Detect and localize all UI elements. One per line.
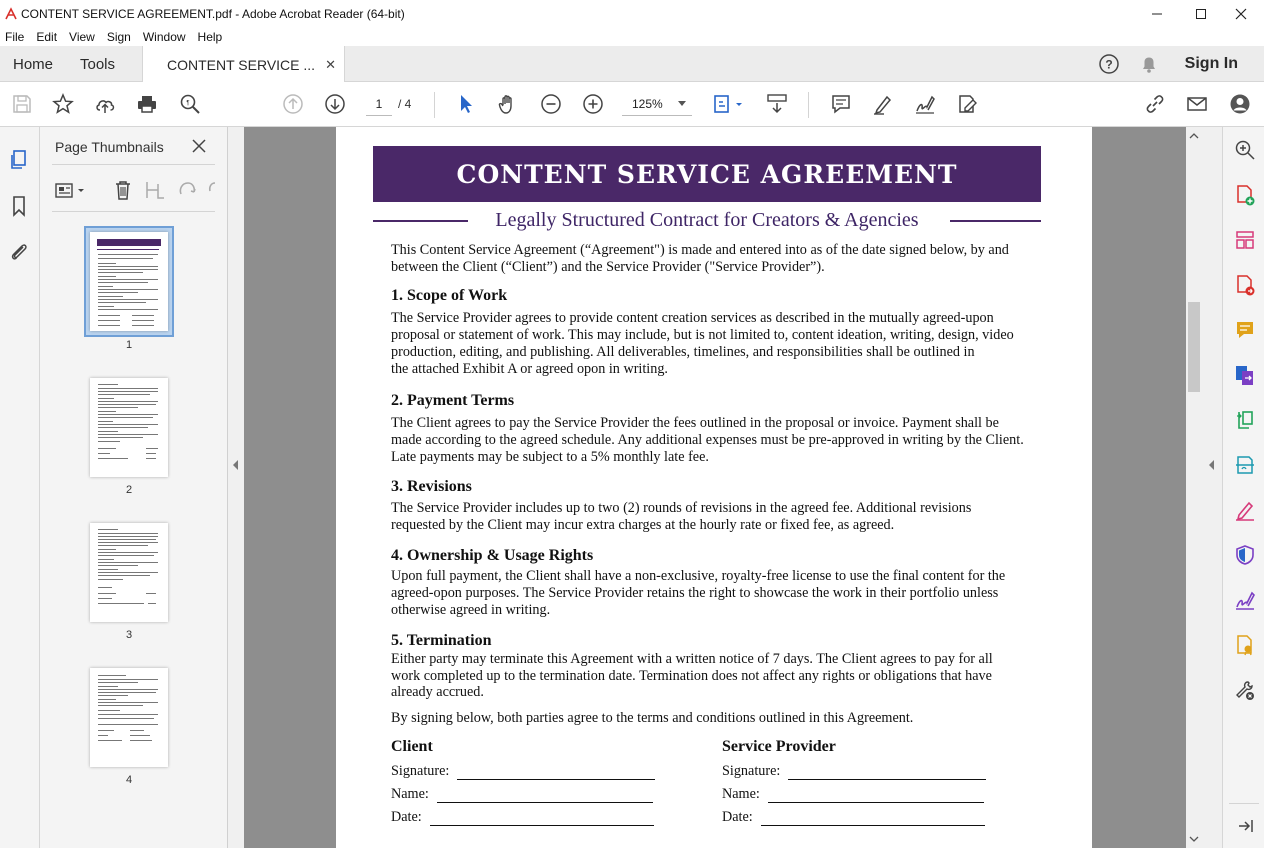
section-2-line-3: Late payments may be subject to a 5% monthly late fee.	[391, 449, 709, 465]
account-button[interactable]	[1228, 92, 1252, 116]
section-3-body	[391, 500, 1041, 534]
page-total: / 4	[398, 97, 412, 111]
subtitle-rule-right	[950, 220, 1041, 222]
client-heading: Client	[391, 738, 433, 755]
intro-line-2: between the Client (“Client”) and the Service Provider ("Service Provider”).	[391, 259, 825, 275]
combine-files-icon	[1234, 364, 1256, 386]
menu-window[interactable]: Window	[142, 30, 186, 44]
zoom-out-button[interactable]	[539, 92, 563, 116]
provider-date-label: Date:	[722, 809, 753, 825]
comment-button[interactable]	[829, 92, 853, 116]
collapse-tools-button[interactable]	[1234, 815, 1256, 837]
minimize-icon	[1151, 8, 1163, 20]
document-title: CONTENT SERVICE AGREEMENT	[456, 159, 958, 189]
cursor-arrow-icon	[455, 93, 477, 115]
intro-paragraph	[391, 242, 1041, 276]
panel-title: Page Thumbnails	[55, 139, 164, 155]
provider-name-label: Name:	[722, 786, 760, 802]
rotate-ccw-icon[interactable]	[176, 179, 198, 201]
zoom-tool-button[interactable]	[1234, 139, 1256, 161]
select-tool-button[interactable]	[454, 92, 478, 116]
hand-icon	[497, 93, 519, 115]
insert-page-icon[interactable]	[144, 179, 166, 201]
closing-statement: By signing below, both parties agree to the terms and conditions outlined in this Agreement.	[391, 710, 914, 726]
acrobat-logo-icon	[4, 7, 18, 21]
page-fit-button[interactable]	[712, 92, 746, 116]
tools-divider	[1229, 803, 1259, 804]
provider-signature-line	[788, 779, 986, 780]
menu-file[interactable]: File	[5, 30, 25, 44]
left-navigation-rail	[0, 127, 40, 848]
protect-button[interactable]	[1234, 544, 1256, 566]
user-avatar-icon	[1229, 93, 1251, 115]
printer-icon	[136, 93, 158, 115]
client-name-line	[437, 802, 653, 803]
section-1-body	[391, 310, 1041, 378]
menu-help[interactable]: Help	[197, 30, 223, 44]
thumbnail-page-number: 2	[125, 484, 133, 496]
section-4-line-3: otherwise agreed in writing.	[391, 602, 551, 618]
provider-name-row	[722, 786, 984, 803]
tab-bar	[0, 46, 1264, 82]
next-page-button[interactable]	[323, 92, 347, 116]
request-signature-icon	[1234, 589, 1256, 611]
envelope-icon	[1186, 93, 1208, 115]
plus-circle-icon	[582, 93, 604, 115]
certificate-icon	[1234, 634, 1256, 656]
find-text-button[interactable]	[178, 92, 202, 116]
zoom-in-button[interactable]	[581, 92, 605, 116]
right-tools-pane	[1222, 127, 1264, 848]
section-4-line-2: agreed-opon purposes. The Service Provider retains the right to showcase the work in their portfolio unless	[391, 585, 999, 601]
zoom-level-select[interactable]	[622, 92, 692, 116]
right-panel-splitter[interactable]	[1202, 127, 1222, 848]
document-subtitle-row	[373, 207, 1041, 233]
document-subtitle: Legally Structured Contract for Creators & Agencies	[495, 209, 919, 231]
provider-date-row	[722, 809, 985, 826]
section-3-heading: 3. Revisions	[391, 478, 472, 495]
provider-name-line	[768, 802, 984, 803]
scan-ocr-button[interactable]	[1234, 454, 1256, 476]
section-2-heading: 2. Payment Terms	[391, 392, 515, 409]
fill-and-sign-button[interactable]	[1234, 499, 1256, 521]
certificates-button[interactable]	[1234, 634, 1256, 656]
help-icon	[1098, 53, 1120, 75]
section-5-line-1: Either party may terminate this Agreement with a written notice of 7 days. The Client agrees to pay for all	[391, 651, 993, 667]
request-signature-button[interactable]	[1234, 589, 1256, 611]
document-title-banner	[373, 146, 1041, 202]
section-4-heading: 4. Ownership & Usage Rights	[391, 547, 594, 564]
notifications-button[interactable]	[1138, 46, 1160, 82]
share-link-button[interactable]	[1143, 92, 1167, 116]
section-3-line-2: requested by the Client may incur extra charges at the hourly rate or fixed fee, as agreed.	[391, 517, 895, 533]
section-3-line-1: The Service Provider includes up to two (2) rounds of revisions in the agreed fee. Additional revisions	[391, 500, 972, 516]
help-button[interactable]	[1098, 46, 1120, 82]
document-edit-icon	[956, 93, 978, 115]
link-icon	[1144, 93, 1166, 115]
client-name-row	[391, 786, 653, 803]
arrow-up-circle-icon	[282, 93, 304, 115]
bookmark-star-button[interactable]	[51, 92, 75, 116]
scrollbar-thumb[interactable]	[1188, 302, 1200, 392]
zoom-search-icon	[179, 93, 201, 115]
fit-page-icon	[712, 93, 746, 115]
section-1-line-2: proposal or statement of work. This may include, but is not limited to, content ideation, writing, design, video	[391, 327, 1014, 343]
menu-view[interactable]: View	[69, 30, 95, 44]
tab-document-label: CONTENT SERVICE ...	[167, 56, 316, 73]
panel-splitter[interactable]	[228, 127, 244, 848]
panel-divider	[52, 211, 215, 212]
comment-bubble-icon	[1234, 319, 1256, 341]
provider-date-line	[761, 825, 985, 826]
combine-files-button[interactable]	[1234, 364, 1256, 386]
client-date-row	[391, 809, 654, 826]
document-viewer[interactable]	[244, 127, 1186, 848]
arrow-down-circle-icon	[324, 93, 346, 115]
provider-signature-row	[722, 763, 986, 780]
client-signature-row	[391, 763, 655, 780]
thumbnail-page-number: 3	[125, 629, 133, 641]
page-thumbnails-panel	[40, 127, 228, 848]
section-1-heading: 1. Scope of Work	[391, 287, 508, 304]
zoom-in-icon	[1234, 139, 1256, 161]
tab-close-icon[interactable]: ✕	[325, 56, 336, 72]
scroll-down-icon[interactable]	[1189, 835, 1199, 843]
sign-in-button[interactable]: Sign In	[1184, 55, 1238, 72]
hand-tool-button[interactable]	[496, 92, 520, 116]
vertical-scrollbar[interactable]	[1186, 127, 1202, 848]
page-thumbnails-icon[interactable]	[8, 149, 30, 171]
comment-icon	[830, 93, 852, 115]
section-4-body	[391, 568, 1041, 619]
more-tools-button[interactable]	[1234, 679, 1256, 701]
cloud-upload-icon	[94, 93, 116, 115]
minimize-button[interactable]	[1134, 0, 1180, 28]
provider-signature-label: Signature:	[722, 763, 781, 779]
page-thumbnail-3[interactable]	[90, 523, 168, 622]
section-5-line-2: work completed up to the termination date. Termination does not affect any rights or obligations that have	[391, 667, 992, 684]
draw-sign-button[interactable]	[913, 92, 937, 116]
section-2-body	[391, 415, 1041, 466]
previous-page-button[interactable]	[281, 92, 305, 116]
section-1-line-3: production, editing, and publishing. All deliverables, timelines, and responsibilities shall be outlined in	[391, 344, 975, 360]
client-name-label: Name:	[391, 786, 429, 802]
create-pdf-button[interactable]	[1234, 184, 1256, 206]
thumbnail-page-number: 1	[125, 339, 133, 351]
section-5-body	[391, 651, 1041, 701]
client-signature-label: Signature:	[391, 763, 450, 779]
maximize-icon	[1195, 8, 1207, 20]
upload-cloud-button[interactable]	[93, 92, 117, 116]
compress-icon	[1234, 409, 1256, 431]
client-date-label: Date:	[391, 809, 422, 825]
bookmark-icon[interactable]	[8, 195, 30, 217]
tab-tools[interactable]: Tools	[80, 55, 116, 73]
thumbnail-page-number: 4	[125, 774, 133, 786]
pen-icon	[872, 93, 894, 115]
thumbnail-options-icon[interactable]	[54, 179, 88, 201]
svg-text:?: ?	[1105, 57, 1113, 72]
rotate-cw-icon[interactable]	[206, 179, 216, 201]
title-bar	[0, 0, 1264, 28]
close-panel-icon[interactable]	[190, 137, 208, 155]
scan-icon	[1234, 454, 1256, 476]
chevron-down-icon	[678, 101, 686, 106]
bell-icon	[1138, 53, 1160, 75]
save-button[interactable]	[10, 92, 34, 116]
panel-divider	[52, 164, 215, 165]
toolbar-divider	[434, 92, 435, 118]
collapse-right-icon	[1234, 815, 1256, 837]
minus-circle-icon	[540, 93, 562, 115]
scroll-mode-button[interactable]	[765, 92, 789, 116]
attachment-icon[interactable]	[8, 241, 30, 263]
section-2-line-1: The Client agrees to pay the Service Provider the fees outlined in the proposal or invoice. Payment shall be	[391, 415, 999, 431]
shield-icon	[1234, 544, 1256, 566]
fill-sign-pen-icon	[1234, 499, 1256, 521]
section-1-line-1: The Service Provider agrees to provide content creation services as described in the mutually agreed-upon	[391, 310, 994, 326]
collapse-left-icon[interactable]	[232, 459, 240, 471]
scroll-up-icon[interactable]	[1189, 132, 1199, 140]
menu-bar	[0, 28, 228, 46]
highlight-button[interactable]	[871, 92, 895, 116]
tab-document[interactable]	[142, 46, 345, 83]
comment-tool-button[interactable]	[1234, 319, 1256, 341]
provider-heading: Service Provider	[722, 738, 836, 755]
section-4-line-1: Upon full payment, the Client shall have a non-exclusive, royalty-free license to use the final content for the	[391, 568, 1006, 584]
print-button[interactable]	[135, 92, 159, 116]
client-date-line	[430, 825, 654, 826]
star-icon	[52, 93, 74, 115]
tools-wrench-icon	[1234, 679, 1256, 701]
organize-pages-button[interactable]	[1234, 229, 1256, 251]
page-thumbnail-4[interactable]	[90, 668, 168, 767]
export-pdf-icon	[1234, 274, 1256, 296]
email-button[interactable]	[1185, 92, 1209, 116]
section-2-line-2: made according to the agreed schedule. Any additional expenses must be pre-approved in writing by the Client.	[391, 432, 1024, 448]
page-thumbnail-1[interactable]	[90, 232, 168, 331]
organize-pages-icon	[1234, 229, 1256, 251]
create-pdf-icon	[1234, 184, 1256, 206]
main-toolbar	[0, 82, 1264, 127]
menu-edit[interactable]: Edit	[36, 30, 58, 44]
compress-pdf-button[interactable]	[1234, 409, 1256, 431]
toolbar-divider	[808, 92, 809, 118]
intro-line-1: This Content Service Agreement (“Agreement") is made and entered into as of the date signed below, by and	[391, 242, 1009, 258]
svg-text:¶: ¶	[186, 100, 190, 107]
client-signature-line	[457, 779, 655, 780]
section-5-line-3: already accrued.	[391, 684, 484, 700]
close-window-button[interactable]	[1218, 0, 1264, 28]
page-thumbnail-2[interactable]	[90, 378, 168, 477]
fill-sign-button[interactable]	[955, 92, 979, 116]
menu-sign[interactable]: Sign	[106, 30, 131, 44]
delete-page-icon[interactable]	[112, 179, 134, 201]
signature-pen-icon	[914, 93, 936, 115]
pdf-page	[336, 127, 1092, 848]
page-number-input[interactable]: 1	[366, 92, 392, 116]
window-title: CONTENT SERVICE AGREEMENT.pdf - Adobe Acrobat Reader (64-bit)	[21, 7, 405, 21]
section-1-line-4: the attached Exhibit A or agreed opon in writing.	[391, 361, 668, 377]
zoom-level-value: 125%	[632, 96, 663, 111]
thumbnail-banner	[97, 239, 161, 246]
export-pdf-button[interactable]	[1234, 274, 1256, 296]
expand-left-icon[interactable]	[1208, 459, 1216, 471]
scroll-down-icon	[766, 93, 788, 115]
close-icon	[1235, 8, 1247, 20]
save-icon	[11, 93, 33, 115]
section-5-heading: 5. Termination	[391, 632, 492, 649]
tab-home[interactable]: Home	[13, 55, 54, 73]
